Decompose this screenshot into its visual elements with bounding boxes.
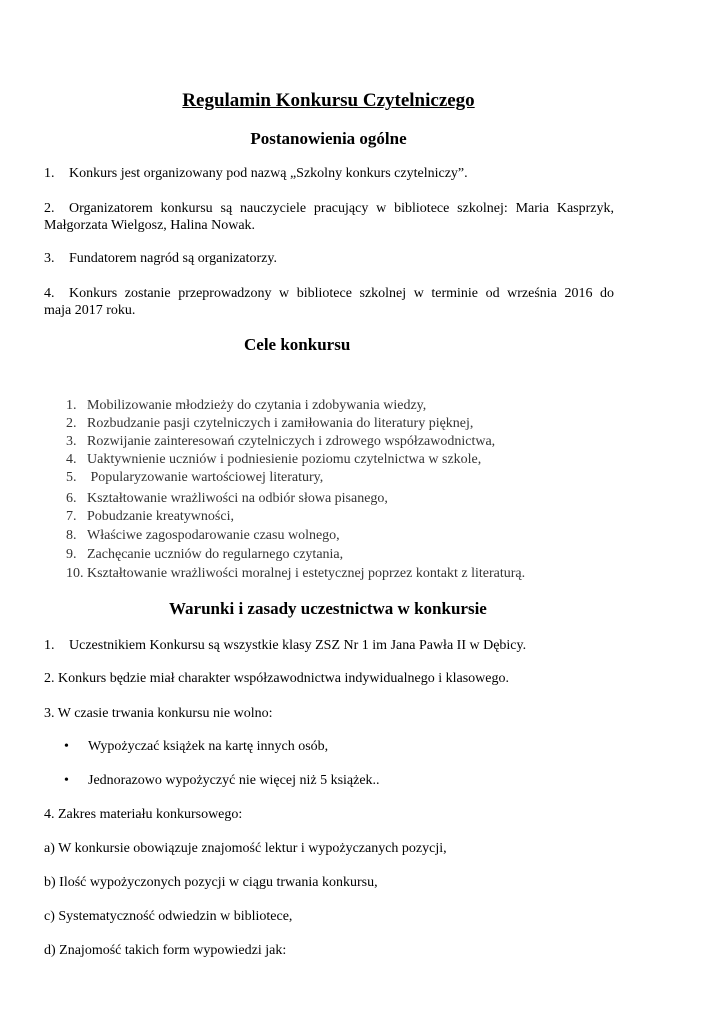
section-heading-general: Postanowienia ogólne <box>250 129 407 148</box>
item-text-line1: Konkurs zostanie przeprowadzony w bibliotece szkolnej w terminie od września 2016 do <box>69 286 614 301</box>
general-item-2 <box>44 200 614 234</box>
goal-item: 3. Rozwijanie zainteresowań czytelniczych i zdrowego współzawodnictwa, <box>66 434 496 449</box>
rules-item-4: 4. Zakres materiału konkursowego: <box>44 807 243 822</box>
goal-item: 7. Pobudzanie kreatywności, <box>66 509 234 524</box>
goal-item: 1. Mobilizowanie młodzieży do czytania i zdobywania wiedzy, <box>66 398 427 413</box>
item-text-line2: Małgorzata Wielgosz, Halina Nowak. <box>44 218 256 233</box>
rules-sub-a: a) W konkursie obowiązuje znajomość lektur i wypożyczanych pozycji, <box>44 841 447 856</box>
item-text-line1: Organizatorem konkursu są nauczyciele pracujący w bibliotece szkolnej: Maria Kasprzyk, <box>69 201 614 216</box>
item-text: Fundatorem nagród są organizatorzy. <box>69 251 277 266</box>
general-item-1 <box>44 166 468 182</box>
bullet-item <box>64 739 328 755</box>
goal-item: 5. Popularyzowanie wartościowej literatury, <box>66 470 324 485</box>
rules-item-2: 2. Konkurs będzie miał charakter współzawodnictwa indywidualnego i klasowego. <box>44 671 509 686</box>
goal-item: 6. Kształtowanie wrażliwości na odbiór słowa pisanego, <box>66 491 388 506</box>
rules-sub-c: c) Systematyczność odwiedzin w bibliotece, <box>44 909 293 924</box>
rules-sub-d: d) Znajomość takich form wypowiedzi jak: <box>44 943 287 958</box>
item-number: 3. <box>44 251 55 266</box>
section-heading-rules: Warunki i zasady uczestnictwa w konkursie <box>169 599 487 618</box>
document-title: Regulamin Konkursu Czytelniczego <box>182 90 475 111</box>
item-number: 1. <box>44 166 55 181</box>
item-number: 1. <box>44 638 55 653</box>
bullet-icon: • <box>64 773 69 788</box>
item-number: 4. <box>44 286 55 301</box>
item-number: 2. <box>44 201 55 216</box>
rules-item-1 <box>44 638 526 654</box>
goal-item: 8. Właściwe zagospodarowanie czasu wolnego, <box>66 528 340 543</box>
item-text-line2: maja 2017 roku. <box>44 303 136 318</box>
goal-item: 4. Uaktywnienie uczniów i podniesienie poziomu czytelnictwa w szkole, <box>66 452 482 467</box>
goal-item: 2. Rozbudzanie pasji czytelniczych i zamiłowania do literatury pięknej, <box>66 416 474 431</box>
bullet-text: Jednorazowo wypożyczyć nie więcej niż 5 książek.. <box>88 773 380 788</box>
rules-item-3: 3. W czasie trwania konkursu nie wolno: <box>44 706 273 721</box>
item-text: Konkurs jest organizowany pod nazwą „Szkolny konkurs czytelniczy”. <box>69 166 468 181</box>
item-text: Uczestnikiem Konkursu są wszystkie klasy ZSZ Nr 1 im Jana Pawła II w Dębicy. <box>69 638 527 653</box>
general-item-4 <box>44 285 614 319</box>
bullet-text: Wypożyczać książek na kartę innych osób, <box>88 739 329 754</box>
rules-sub-b: b) Ilość wypożyczonych pozycji w ciągu trwania konkursu, <box>44 875 378 890</box>
goals-list <box>66 398 525 584</box>
section-heading-goals: Cele konkursu <box>244 335 351 354</box>
general-item-3 <box>44 251 277 267</box>
bullet-item <box>64 773 380 789</box>
bullet-icon: • <box>64 739 69 754</box>
goal-item: 10. Kształtowanie wrażliwości moralnej i estetycznej poprzez kontakt z literaturą. <box>66 566 526 581</box>
goal-item: 9. Zachęcanie uczniów do regularnego czytania, <box>66 547 344 562</box>
